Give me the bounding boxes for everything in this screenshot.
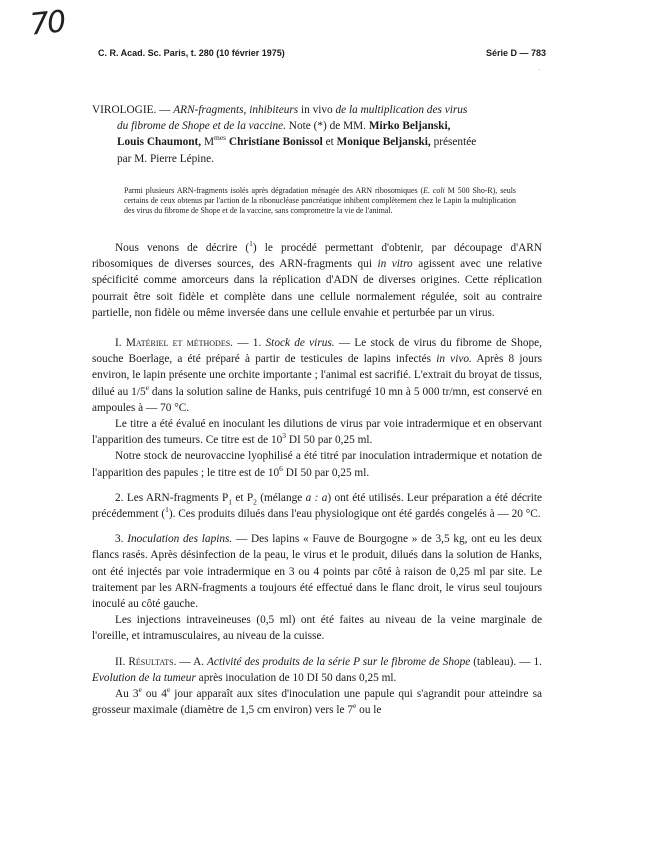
methods-text-2: Après 8 jours environ, le lapin présente une orchite importante ; l'animal est sacrifié. L'extrait du broyat de tissus, dilué au 1/5 — [92, 353, 542, 398]
title-text: ARN-fragments, inhibiteurs — [173, 104, 299, 116]
ordinal-sup: e — [145, 382, 149, 392]
abstract-text-cont: M 500 Sho-R), seuls certains de ceux obtenus par l'action de la ribonucléase pancréatique inhibent complètement chez le Lapin la multiplication des virus du fibrome de Shope et de la vaccine, sans compromettre la vie de l'animal. — [124, 186, 516, 215]
titre-text-2: DI 50 par 0,25 ml. — [286, 434, 373, 447]
page-series-number: Série D — 783 — [485, 48, 546, 58]
title-text-cont: de la multiplication des virus — [335, 104, 468, 116]
article-body — [92, 240, 542, 718]
results-text: — A. — [176, 655, 208, 668]
exponent: 6 — [279, 463, 283, 473]
intro-text-3: agissent avec une relative spécificité comme amorceurs dans la réplication d'ADN de diverses origines. Cette réplication pourrait être soit fidèle et complète dans une cellule normalement régulée, soit au contraire partielle, non fidèle ou même inversée dans une cellule envahie et perturbée par un virus. — [92, 258, 543, 319]
frag-text-2: et P — [232, 491, 254, 504]
section-heading: Matériel et méthodes. — [125, 337, 233, 350]
evo-text: Au 3 — [115, 688, 139, 701]
results-text-3: après inoculation de 10 DI 50 dans 0,25 ml. — [195, 671, 397, 684]
subscript: 1 — [228, 497, 233, 507]
evo-text-2: ou 4 — [141, 688, 167, 701]
intro-text: Nous venons de décrire ( — [115, 242, 250, 254]
author-1: Mirko Beljanski, — [368, 120, 451, 133]
section-number: I. — [115, 337, 126, 350]
intro-in-vitro: in vitro — [377, 258, 413, 271]
intro-paragraph — [92, 240, 542, 321]
abstract — [124, 186, 516, 215]
author-3: Christiane Bonissol — [226, 136, 323, 149]
section-label: VIROLOGIE. — — [92, 104, 174, 116]
subsection-number: 3. — [115, 533, 128, 546]
frag-text-4: ) ont été utilisés. Leur préparation a été décrite précédemment ( — [92, 491, 542, 521]
results-subheading-2: Evolution de la tumeur — [92, 671, 196, 684]
subscript: 2 — [253, 497, 257, 507]
methods-paragraph — [92, 335, 542, 416]
title-text-end: du fibrome de Shope et de la vaccine. — [117, 120, 286, 133]
frag-ratio: a : a — [305, 491, 328, 504]
titre-text: Le titre a été évalué en inoculant les dilutions de virus par voie intradermique et en observant l'apparition des tumeurs. Ce titre est de 10 — [92, 418, 542, 447]
section-number: II. — [115, 655, 129, 668]
honorific-sup: mes — [214, 133, 227, 143]
ordinal-sup: e — [138, 685, 142, 695]
exponent: 3 — [282, 431, 287, 441]
title-line-1 — [92, 102, 542, 118]
author-4: Monique Beljanski, — [336, 136, 431, 149]
injections-paragraph: Les injections intraveineuses (0,5 ml) ont été faites au niveau de la veine marginale de l'oreille, et intramusculaires, au niveau de la cuisse. — [92, 614, 542, 643]
results-paragraph — [92, 654, 542, 686]
evolution-paragraph — [92, 686, 542, 718]
frag-text-3: (mélange — [256, 491, 306, 504]
note-by: Note (*) de MM. — [285, 120, 369, 133]
abstract-text: Parmi plusieurs ARN-fragments isolés après dégradation ménagée des ARN ribosomiques ( — [124, 186, 424, 195]
methods-text: — Le stock de virus du fibrome de Shope, souche Boerlage, a été préparé à partir de testicules de lapins infectés — [92, 337, 542, 366]
results-subheading: Activité des produits de la série P sur le fibrome de Shope — [207, 655, 471, 668]
subsection-heading: Inoculation des lapins. — [127, 533, 233, 546]
honorific: M — [201, 136, 215, 149]
title-in-vivo: in vivo — [298, 104, 336, 116]
intro-text-2: ) le procédé permettant d'obtenir, par découpage d'ARN ribosomiques de diverses sources, des ARN-fragments qui — [92, 242, 542, 271]
evo-text-4: ou le — [356, 704, 382, 717]
section-heading: Résultats. — [128, 655, 177, 668]
title-line-3 — [92, 134, 542, 150]
author-2: Louis Chaumont, — [117, 136, 202, 149]
handwritten-page-number: 70 — [28, 4, 66, 43]
conjunction: et — [322, 136, 337, 149]
subsection-heading: Stock de virus. — [265, 337, 335, 350]
margin-mark: · — [538, 66, 541, 74]
neuro-text: Notre stock de neurovaccine lyophilisé a été titré par inoculation intradermique et notation de l'apparition des papules ; le titre est de 10 — [92, 450, 542, 479]
footnote-ref: 1 — [165, 505, 169, 515]
inoculation-paragraph — [92, 531, 542, 612]
neuro-text-2: DI 50 par 0,25 ml. — [282, 466, 370, 479]
subsection-number: — 1. — [233, 337, 266, 350]
frag-text: 2. Les ARN-fragments P — [115, 491, 229, 504]
methods-in-vivo: in vivo. — [436, 353, 472, 366]
ordinal-sup: e — [353, 701, 357, 711]
neurovaccine-paragraph — [92, 448, 542, 480]
frag-text-5: ). Ces produits dilués dans l'eau physiologique ont été gardés congelés à — 20 °C. — [168, 508, 541, 521]
footnote-ref: 1 — [249, 239, 253, 249]
evo-text-3: jour apparaît aux sites d'inoculation une papule qui s'agrandit pour atteindre sa grosseur maximale (diamètre de 1,5 cm environ) vers le 7 — [92, 688, 543, 717]
titre-paragraph — [92, 416, 542, 448]
results-text-2: (tableau). — 1. — [470, 655, 542, 668]
article-title-block — [92, 102, 542, 167]
inoc-text: — Des lapins « Fauve de Bourgogne » de 3,5 kg, ont eu les deux flancs rasés. Après désinfection de la peau, le virus et le produit, dilués dans la solution de Hanks, ont été injectés par voie intradermique en 3 ou 4 points par côté à raison de 0,25 ml par site. Le traitement par les ARN-fragments a toujours été effectué dans le flanc droit, le virus seul toujours inoculé au côté gauche. — [92, 533, 543, 611]
methods-text-3: dans la solution saline de Hanks, puis centrifugé 10 mn à 5 000 tr/mn, est conservé en ampoules à — 70 °C. — [92, 385, 542, 414]
presented-label: présentée — [430, 136, 477, 149]
title-line-2 — [92, 118, 542, 134]
journal-header: C. R. Acad. Sc. Paris, t. 280 (10 février 1975) — [98, 48, 285, 58]
fragments-paragraph — [92, 490, 542, 522]
abstract-species: E. coli — [423, 186, 445, 195]
title-line-4: par M. Pierre Lépine. — [117, 152, 214, 165]
ordinal-sup: e — [166, 685, 171, 695]
